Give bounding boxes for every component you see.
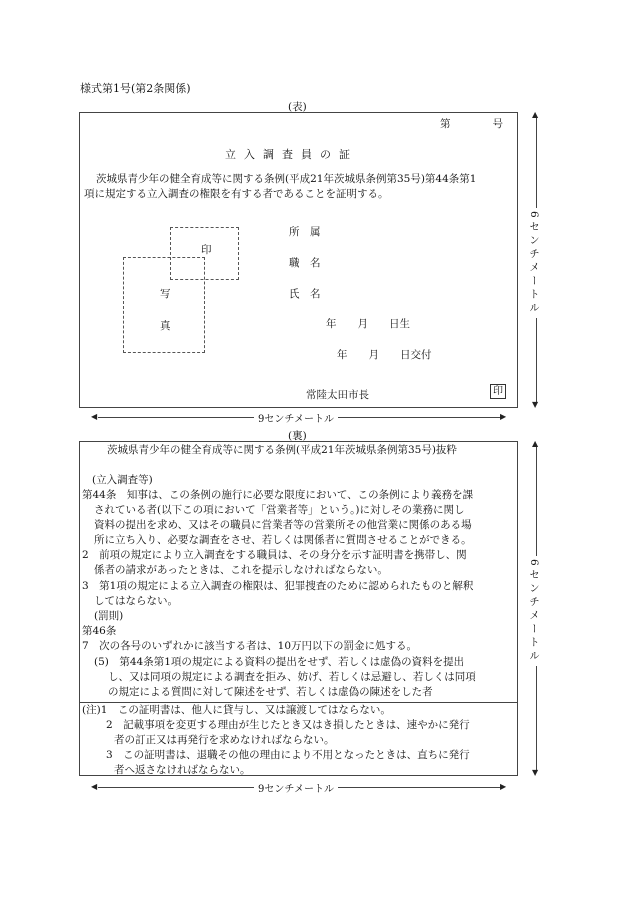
back-side-label: (裏) xyxy=(288,430,307,442)
art44-p3-line-2: してはならない。 xyxy=(94,595,178,607)
height-label: 6センチメートル xyxy=(527,208,542,318)
arrow-down-icon: ▼ xyxy=(532,768,539,777)
arrow-down-icon: ▼ xyxy=(532,400,539,409)
note-2-line-1: 2 記載事項を変更する理由が生じたとき又はき損したときは、速やかに発行 xyxy=(106,719,470,731)
back-header: 茨城県青少年の健全育成等に関する条例(平成21年茨城県条例第35号)抜粋 xyxy=(107,444,457,456)
arrow-left-icon: ◀ xyxy=(91,782,98,791)
issuer-seal: 印 xyxy=(490,384,506,399)
art44-p2-line-1: 2 前項の規定により立入調査をする職員は、その身分を示す証明書を携帯し、関 xyxy=(82,549,467,561)
photo-label-2: 真 xyxy=(160,320,171,332)
width-label: 9センチメートル xyxy=(254,410,338,425)
note-1: (注)1 この証明書は、他人に貸与し、又は譲渡してはならない。 xyxy=(82,704,391,716)
issuer: 常陸太田市長 xyxy=(306,389,369,401)
art44-line-2: されている者(以下この項において「営業者等」という。)に対しその業務に関し xyxy=(94,504,465,516)
item5-line-1: (5) 第44条第1項の規定による資料の提出をせず、若しくは虚偽の資料を提出 xyxy=(94,656,465,668)
arrow-right-icon: ▶ xyxy=(500,782,507,791)
form-title: 様式第1号(第2条関係) xyxy=(80,82,191,95)
art44-line-1: 第44条 知事は、この条例の施行に必要な限度において、この条例により義務を課 xyxy=(82,489,474,501)
art44-p3-line-1: 3 第1項の規定による立入調査の権限は、犯罪捜査のために認められたものと解釈 xyxy=(82,580,474,592)
arrow-up-icon: ▲ xyxy=(532,439,539,448)
section1-heading: (立入調査等) xyxy=(92,474,153,486)
note-3-line-1: 3 この証明書は、退職その他の理由により不用となったときは、直ちに発行 xyxy=(106,749,470,761)
arrow-right-icon: ▶ xyxy=(500,412,507,421)
field-title: 職 名 xyxy=(289,257,321,269)
statement-line-2: 項に規定する立入調査の権限を有する者であることを証明する。 xyxy=(84,188,389,200)
art46-heading: 第46条 xyxy=(82,625,117,637)
note-3-line-2: 者へ返さなければならない。 xyxy=(114,764,251,776)
front-side-label: (表) xyxy=(288,101,307,113)
number-label: 第 号 xyxy=(440,118,503,130)
item5-line-2: し、又は同項の規定による調査を拒み、妨げ、若しくは忌避し、若しくは同項 xyxy=(108,671,476,683)
note-2-line-2: 者の訂正又は再発行を求めなければならない。 xyxy=(114,734,335,746)
art44-line-4: 所に立ち入り、必要な調査をさせ、若しくは関係者に質問させることができる。 xyxy=(94,534,472,546)
item5-line-3: の規定による質問に対して陳述をせず、若しくは虚偽の陳述をした者 xyxy=(108,686,433,698)
field-name: 氏 名 xyxy=(289,288,321,300)
arrow-left-icon: ◀ xyxy=(91,412,98,421)
photo-label-1: 写 xyxy=(160,288,171,300)
width-label: 9センチメートル xyxy=(254,780,338,795)
birth-date: 年 月 日生 xyxy=(326,318,410,330)
height-label: 6センチメートル xyxy=(527,556,542,666)
section2-heading: (罰則) xyxy=(94,610,124,622)
art44-p2-line-2: 係者の請求があったときは、これを提示しなければならない。 xyxy=(94,564,388,576)
art46-paragraph-7: 7 次の各号のいずれかに該当する者は、10万円以下の罰金に処する。 xyxy=(82,640,418,652)
arrow-up-icon: ▲ xyxy=(532,110,539,119)
seal-box-label: 印 xyxy=(201,244,212,256)
art44-line-3: 資料の提出を求め、又はその職員に営業者等の営業所その他営業に関係のある場 xyxy=(94,519,472,531)
issue-date: 年 月 日交付 xyxy=(337,349,432,361)
statement-line-1: 茨城県青少年の健全育成等に関する条例(平成21年茨城県条例第35号)第44条第1 xyxy=(96,173,477,185)
photo-box xyxy=(123,257,205,353)
card-title: 立入調査員の証 xyxy=(225,148,358,161)
field-affiliation: 所 属 xyxy=(289,226,321,238)
